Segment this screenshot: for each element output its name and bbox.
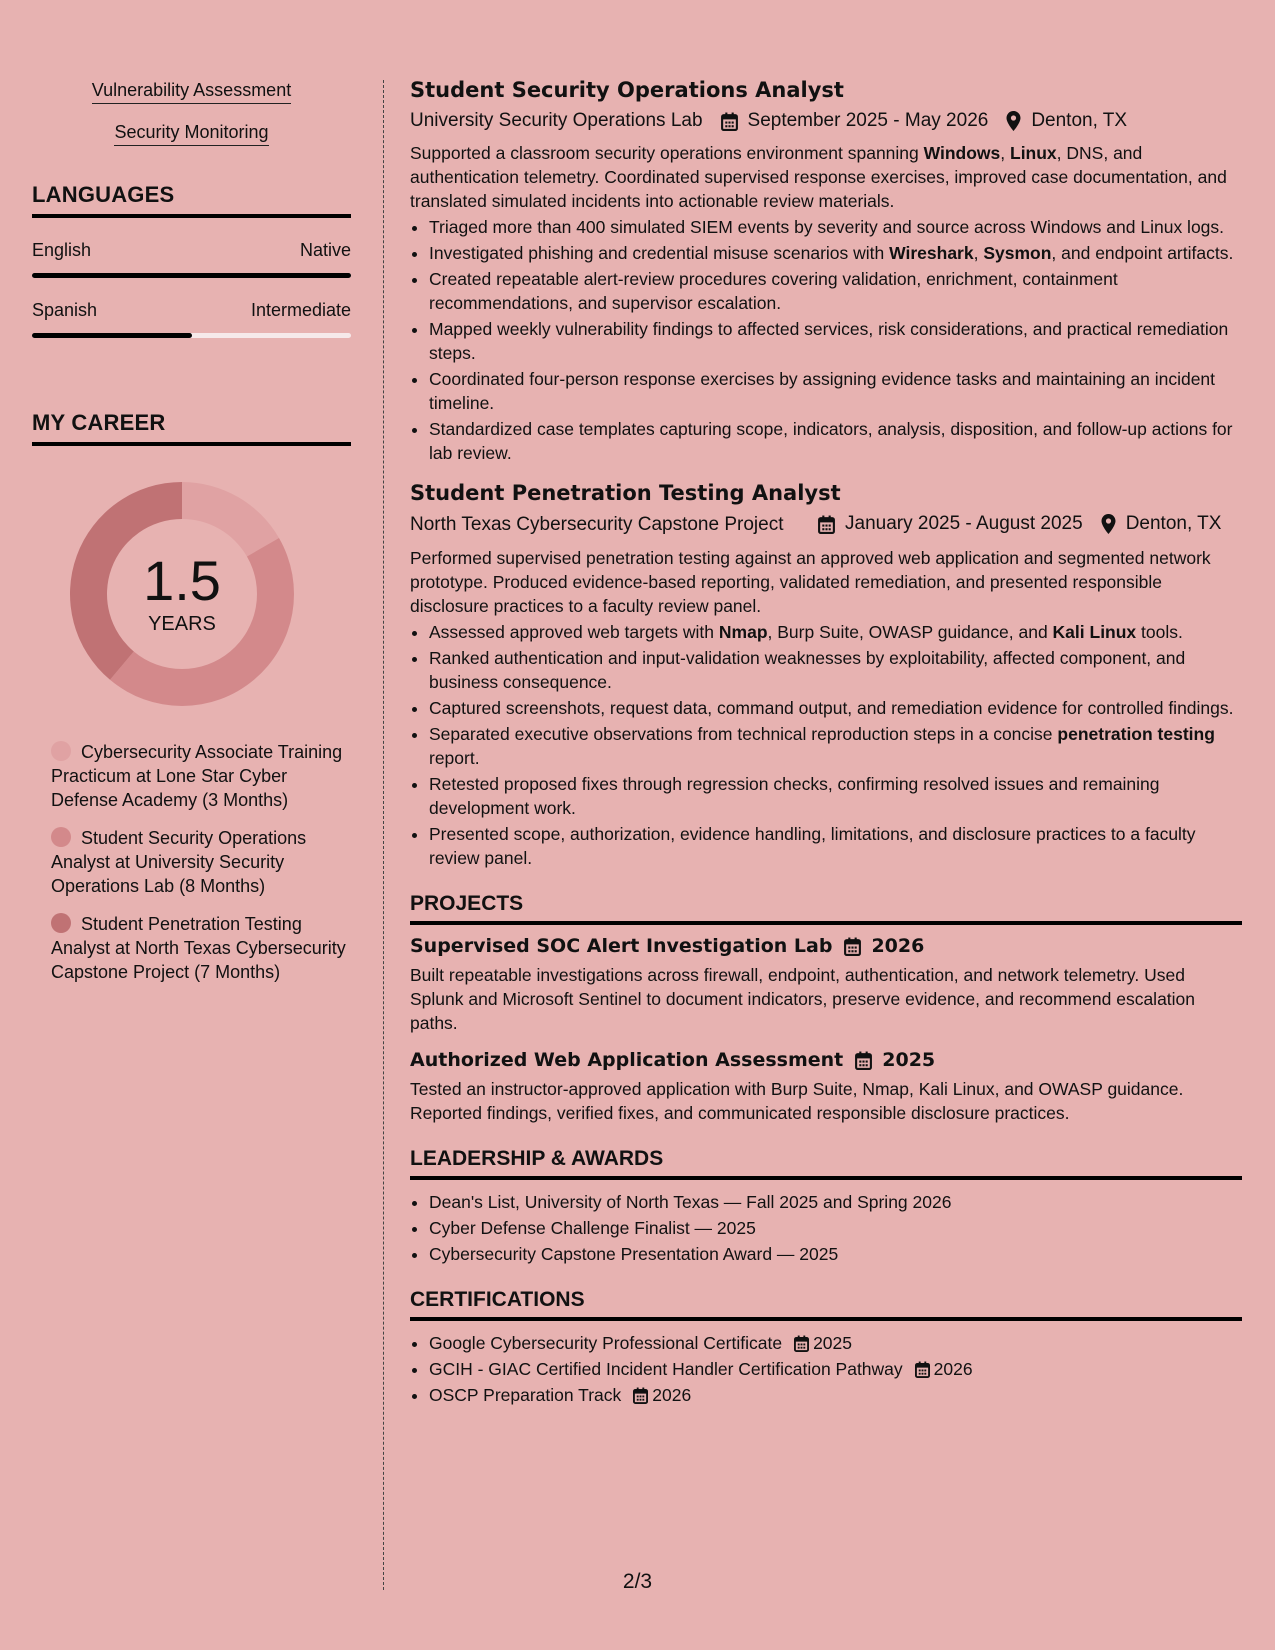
job-company: North Texas Cybersecurity Capstone Project — [410, 514, 784, 535]
legend-dot — [51, 827, 71, 847]
calendar-icon-wrap — [844, 937, 861, 956]
job-bullet — [429, 215, 1242, 239]
text-run: Captured screenshots, request data, command output, and remediation evidence for controlled findings. — [429, 698, 1234, 718]
text-run: report. — [429, 748, 480, 768]
certifications-list — [410, 1331, 1242, 1407]
text-run: Separated executive observations from technical reproduction steps in a concise — [429, 724, 1058, 744]
languages-section — [32, 182, 351, 338]
job-entry — [410, 78, 1242, 465]
location-pin-icon — [1101, 514, 1116, 534]
job-bullet — [429, 267, 1242, 315]
text-run: , — [973, 243, 984, 263]
language-level: Native — [299, 240, 351, 260]
award-item: • Cybersecurity Capstone Presentation Award — 2025 — [429, 1242, 1242, 1266]
project-description: Built repeatable investigations across firewall, endpoint, authentication, and network telemetry. Used Splunk and Microsoft Sentinel to document indicators, preserve evidence, and recommend escalation paths. — [410, 965, 1196, 1033]
project-year: 2026 — [871, 935, 925, 957]
text-run: Supported a classroom security operations environment spanning — [410, 143, 924, 163]
job-location-text: Denton, TX — [1031, 110, 1128, 131]
job-bullet — [429, 317, 1242, 365]
job-company: University Security Operations Lab — [410, 110, 703, 131]
project-title-row — [410, 1049, 1242, 1071]
calendar-icon-wrap — [721, 112, 738, 131]
language-level: Intermediate — [250, 300, 351, 320]
projects-list — [410, 935, 1242, 1125]
job-dates-text: September 2025 - May 2026 — [747, 110, 989, 131]
sidebar — [32, 80, 351, 998]
project-title: Supervised SOC Alert Investigation Lab — [410, 935, 833, 957]
job-title: Student Security Operations Analyst — [410, 78, 844, 102]
calendar-icon — [721, 112, 738, 131]
language-proficiency-fill — [32, 333, 192, 338]
language-row — [32, 240, 351, 261]
job-location — [1083, 513, 1222, 535]
text-run: tools. — [1136, 622, 1183, 642]
text-run: Presented scope, authorization, evidence handling, limitations, and disclosure practices to a faculty review panel. — [429, 824, 1196, 868]
legend-dot — [51, 741, 71, 761]
job-location — [988, 110, 1127, 132]
calendar-icon-wrap — [818, 515, 835, 534]
text-run: Ranked authentication and input-validation weaknesses by exploitability, affected component, and business consequence. — [429, 648, 1186, 692]
award-item: • Dean's List, University of North Texas — Fall 2025 and Spring 2026 — [429, 1190, 1242, 1214]
certification-name: Google Cybersecurity Professional Certificate — [429, 1333, 783, 1353]
certification-year: 2025 — [813, 1333, 853, 1353]
project-title-row — [410, 935, 1242, 957]
career-item-text: Cybersecurity Associate Training Practicum at Lone Star Cyber Defense Academy (3 Months) — [51, 742, 343, 810]
job-bullet — [429, 822, 1242, 870]
language-proficiency-bar — [32, 273, 351, 278]
language-proficiency-fill — [32, 273, 351, 278]
certification-item — [429, 1383, 1242, 1407]
calendar-icon — [844, 937, 861, 956]
pin-icon-wrap — [1006, 111, 1021, 131]
career-unit: YEARS — [148, 612, 216, 635]
career-legend-item — [51, 740, 351, 812]
bold-keyword: Linux — [1010, 143, 1057, 163]
job-bullet — [429, 620, 1242, 644]
project-entry — [410, 935, 1242, 1035]
experience-list — [410, 78, 1242, 870]
career-item-text: Student Penetration Testing Analyst at North Texas Cybersecurity Capstone Project (7 Months) — [51, 914, 346, 982]
job-meta — [410, 110, 1242, 132]
projects-heading: PROJECTS — [410, 892, 1242, 925]
skill-tag[interactable]: Vulnerability Assessment — [92, 80, 291, 104]
project-year: 2025 — [882, 1049, 936, 1071]
page-number: 2/3 — [622, 1570, 653, 1593]
bold-keyword: Kali Linux — [1052, 622, 1137, 642]
main-content — [410, 78, 1242, 1409]
text-run: Triaged more than 400 simulated SIEM events by severity and source across Windows and Linux logs. — [429, 217, 1225, 237]
award-item: • Cyber Defense Challenge Finalist — 2025 — [429, 1216, 1242, 1240]
career-legend-item — [51, 912, 351, 984]
certification-name: GCIH - GIAC Certified Incident Handler Certification Pathway — [429, 1359, 903, 1379]
job-summary — [410, 546, 1242, 618]
text-run: , DNS, and authentication telemetry. Coordinated supervised response exercises, improved case documentation, and translated simulated incidents into actionable review materials. — [410, 143, 1227, 211]
text-run: Investigated phishing and credential misuse scenarios with — [429, 243, 890, 263]
bold-keyword: Sysmon — [983, 243, 1052, 263]
career-donut-chart — [62, 474, 302, 714]
bold-keyword: penetration testing — [1057, 724, 1215, 744]
job-bullet — [429, 417, 1242, 465]
career-total: 1.5 — [143, 548, 221, 612]
certification-year: 2026 — [933, 1359, 973, 1379]
languages-list — [32, 240, 351, 338]
bold-keyword: Wireshark — [889, 243, 974, 263]
leadership-heading: LEADERSHIP & AWARDS — [410, 1147, 1242, 1180]
text-run: Mapped weekly vulnerability findings to affected services, risk considerations, and practical remediation steps. — [429, 319, 1229, 363]
bold-keyword: Windows — [923, 143, 1001, 163]
pin-icon-wrap — [1101, 514, 1116, 534]
text-run: Performed supervised penetration testing against an approved web application and segmented network prototype. Produced evidence-based reporting, validated remediation, and presented responsible disclosure practices to a faculty review panel. — [410, 548, 1211, 616]
languages-heading: LANGUAGES — [32, 182, 351, 218]
job-bullets — [410, 215, 1242, 465]
language-proficiency-bar — [32, 333, 351, 338]
text-run: Coordinated four-person response exercises by assigning evidence tasks and maintaining an incident timeline. — [429, 369, 1216, 413]
calendar-icon-wrap — [794, 1335, 809, 1352]
calendar-icon — [818, 515, 835, 534]
job-summary — [410, 141, 1242, 213]
job-dates — [800, 513, 1083, 535]
job-bullet — [429, 696, 1242, 720]
career-section — [32, 410, 351, 984]
job-bullet — [429, 241, 1242, 265]
calendar-icon — [633, 1387, 648, 1404]
job-dates — [703, 110, 989, 132]
language-row — [32, 300, 351, 321]
text-run: Assessed approved web targets with — [429, 622, 719, 642]
job-entry — [410, 481, 1242, 870]
calendar-icon — [794, 1335, 809, 1352]
text-run: Retested proposed fixes through regression checks, confirming resolved issues and remaining development work. — [429, 774, 1160, 818]
certifications-heading: CERTIFICATIONS — [410, 1288, 1242, 1321]
text-run: , — [1000, 143, 1010, 163]
certification-name: OSCP Preparation Track — [429, 1385, 622, 1405]
career-heading: MY CAREER — [32, 410, 351, 446]
text-run: , and endpoint artifacts. — [1051, 243, 1234, 263]
career-legend-item — [51, 826, 351, 898]
job-dates-text: January 2025 - August 2025 — [845, 513, 1083, 534]
bold-keyword: Nmap — [718, 622, 768, 642]
project-description: Tested an instructor-approved application with Burp Suite, Nmap, Kali Linux, and OWASP guidance. Reported findings, verified fixes, and communicated responsible disclosure practices. — [410, 1079, 1184, 1123]
job-bullet — [429, 646, 1242, 694]
project-title: Authorized Web Application Assessment — [410, 1049, 844, 1071]
job-meta — [410, 513, 1242, 537]
job-bullet — [429, 367, 1242, 415]
text-run: , Burp Suite, OWASP guidance, and — [767, 622, 1053, 642]
calendar-icon-wrap — [633, 1387, 648, 1404]
leadership-list — [410, 1190, 1242, 1266]
certification-item — [429, 1357, 1242, 1381]
calendar-icon-wrap — [855, 1051, 872, 1070]
calendar-icon-wrap — [915, 1361, 930, 1378]
project-entry — [410, 1049, 1242, 1125]
certification-item — [429, 1331, 1242, 1355]
job-bullets — [410, 620, 1242, 870]
location-pin-icon — [1006, 111, 1021, 131]
language-name: English — [32, 240, 92, 260]
text-run: Created repeatable alert-review procedures covering validation, enrichment, containment recommendations, and supervisor escalation. — [429, 269, 1118, 313]
job-bullet — [429, 722, 1242, 770]
certification-year: 2026 — [652, 1385, 692, 1405]
skill-tag[interactable]: Security Monitoring — [114, 122, 268, 146]
calendar-icon — [915, 1361, 930, 1378]
donut-center — [62, 474, 302, 714]
job-bullet — [429, 772, 1242, 820]
job-location-text: Denton, TX — [1125, 513, 1222, 534]
career-item-text: Student Security Operations Analyst at University Security Operations Lab (8 Months) — [51, 828, 307, 896]
career-legend — [32, 740, 351, 984]
skills-list — [32, 80, 351, 146]
job-title: Student Penetration Testing Analyst — [410, 481, 841, 505]
text-run: Standardized case templates capturing scope, indicators, analysis, disposition, and follow-up actions for lab review. — [429, 419, 1233, 463]
language-name: Spanish — [32, 300, 98, 320]
column-divider — [383, 80, 384, 1590]
legend-dot — [51, 913, 71, 933]
calendar-icon — [855, 1051, 872, 1070]
